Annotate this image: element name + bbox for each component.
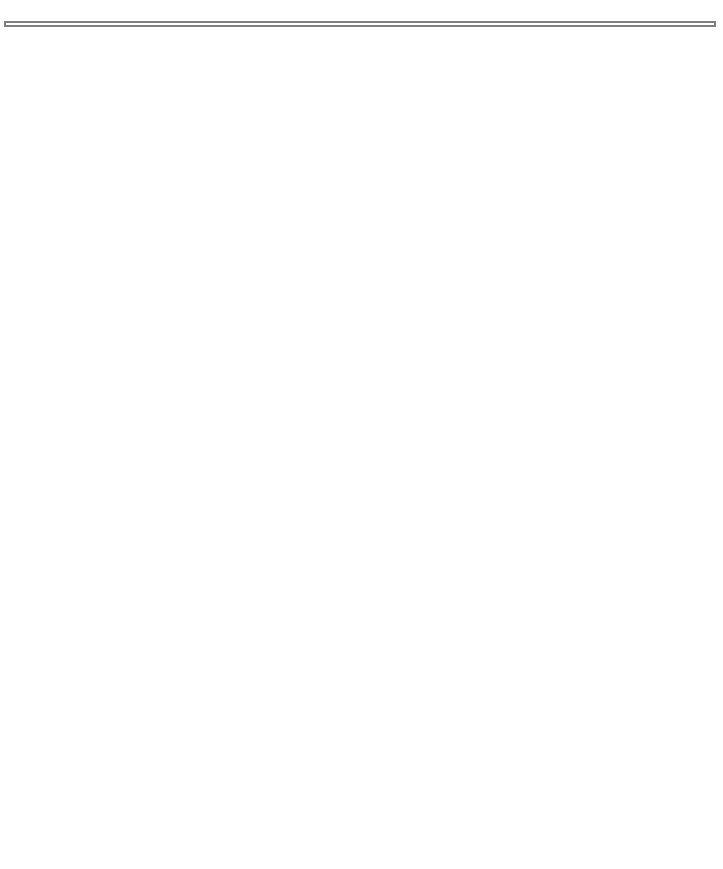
evaluation-table: [4, 21, 716, 27]
table-caption: [0, 0, 723, 7]
